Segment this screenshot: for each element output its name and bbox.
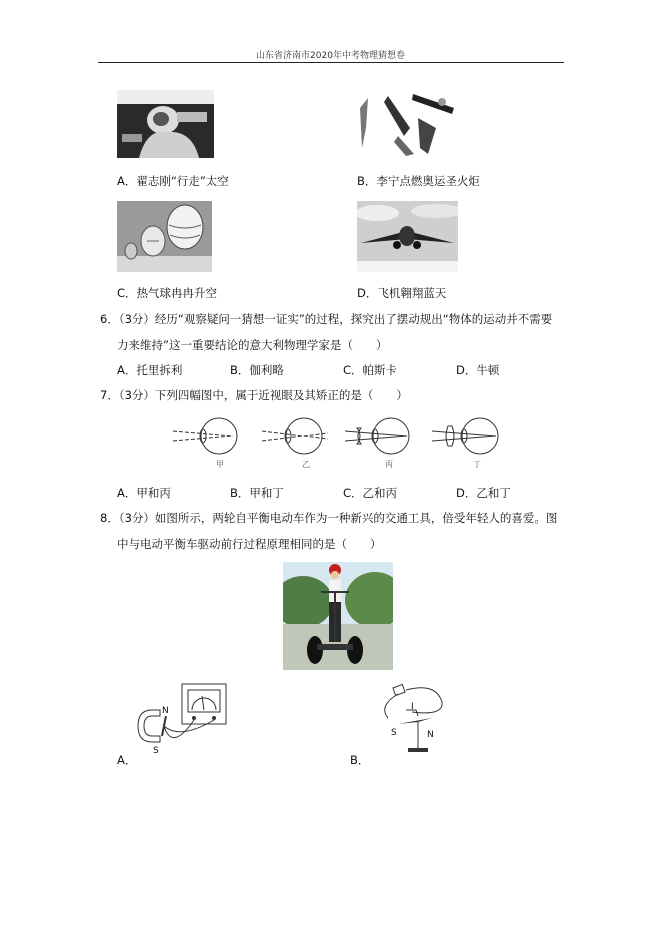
q7-stem: 7．（3分）下列四幅图中，属于近视眼及其矫正的是（ ） (100, 388, 408, 402)
q8-stem-line1: 8．（3分）如图所示，两轮自平衡电动车作为一种新兴的交通工具，倍受年轻人的喜爱。图 (100, 511, 558, 525)
hot-air-balloon-photo (117, 201, 212, 272)
needle-n-label: N (427, 730, 434, 740)
eye-label-bing: 丙 (385, 460, 393, 469)
q5-option-d: D．飞机翱翔蓝天 (357, 286, 447, 300)
q5-option-a: A．翟志刚“行走”太空 (117, 174, 229, 188)
magnet-s-label: S (153, 746, 159, 756)
eye-diagram-yi (262, 414, 332, 458)
q7-option-c: C．乙和丙 (343, 486, 398, 500)
q7-option-b: B．甲和丁 (230, 486, 284, 500)
torch-lighting-photo (358, 88, 458, 158)
q8-stem-line2: 中与电动平衡车驱动前行过程原理相同的是（ ） (117, 537, 382, 551)
eye-diagram-bing (345, 414, 417, 458)
eye-label-yi: 乙 (302, 460, 310, 469)
airplane-photo (357, 201, 458, 272)
q6-stem-line2: 力来维持”这一重要结论的意大利物理学家是（ ） (117, 338, 388, 352)
galvanometer-magnet-diagram (132, 680, 237, 758)
q8-option-a: A． (117, 753, 137, 767)
q7-option-d: D．乙和丁 (456, 486, 511, 500)
q6-stem-line1: 6．（3分）经历“观察疑问一猜想一证实”的过程，探究出了摆动规出“物体的运动并不需要 (100, 312, 553, 326)
eye-diagram-ding (432, 414, 504, 458)
needle-s-label: S (391, 728, 397, 738)
q6-option-c: C．帕斯卡 (343, 363, 398, 377)
header-divider (98, 62, 564, 63)
eye-label-jia: 甲 (216, 460, 224, 469)
q5-option-c: C．热气球冉冉升空 (117, 286, 218, 300)
q5-option-b: B．李宁点燃奥运圣火炬 (357, 174, 480, 188)
current-i-label: I (411, 702, 414, 712)
q6-option-b: B．伽利略 (230, 363, 284, 377)
oersted-compass-diagram (372, 680, 457, 760)
astronaut-photo (117, 90, 214, 158)
q6-option-d: D．牛顿 (456, 363, 500, 377)
q8-option-b: B． (350, 753, 370, 767)
magnet-n-label: N (162, 706, 169, 716)
balance-scooter-photo (283, 562, 393, 670)
page-header: 山东省济南市2020年中考物理猜想卷 (256, 51, 405, 61)
eye-diagram-jia (173, 414, 243, 458)
q6-option-a: A．托里拆利 (117, 363, 183, 377)
q7-option-a: A．甲和丙 (117, 486, 171, 500)
eye-label-ding: 丁 (473, 460, 481, 469)
